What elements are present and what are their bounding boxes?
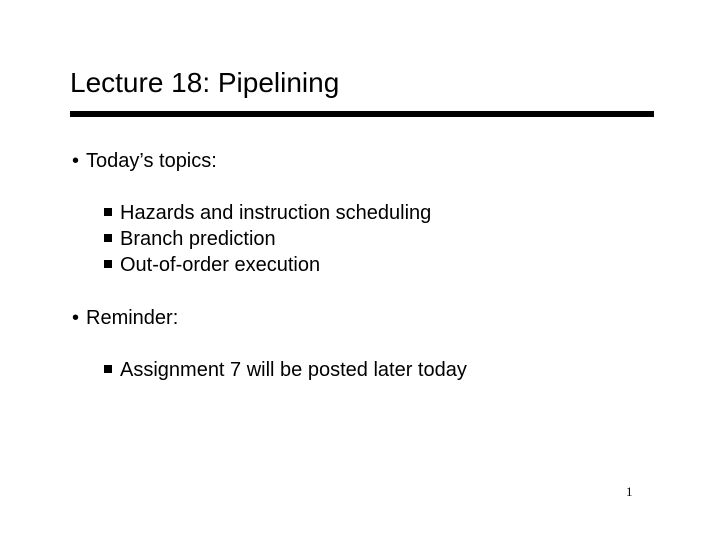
- square-bullet-icon: [104, 260, 112, 268]
- bullet-label: Today’s topics:: [86, 150, 217, 172]
- square-bullet-icon: [104, 234, 112, 242]
- sub-bullet-text: Assignment 7 will be posted later today: [120, 359, 467, 381]
- title-divider: [70, 111, 654, 117]
- sub-bullet-hazards: [104, 201, 431, 225]
- bullet-label: Reminder:: [86, 307, 179, 329]
- sub-bullet-text: Branch prediction: [120, 228, 276, 250]
- slide-title: Lecture 18: Pipelining: [70, 67, 340, 98]
- bullet-reminder: [72, 306, 178, 330]
- round-bullet-icon: •: [72, 150, 80, 172]
- square-bullet-icon: [104, 365, 112, 373]
- round-bullet-icon: •: [72, 307, 80, 329]
- sub-bullet-text: Out-of-order execution: [120, 254, 321, 276]
- sub-bullet-text: Hazards and instruction scheduling: [120, 202, 432, 224]
- sub-bullet-out-of-order: [104, 253, 320, 277]
- sub-bullet-branch-prediction: [104, 227, 276, 251]
- square-bullet-icon: [104, 208, 112, 216]
- bullet-todays-topics: [72, 149, 217, 173]
- sub-bullet-assignment: [104, 358, 467, 382]
- page-number: 1: [626, 484, 633, 499]
